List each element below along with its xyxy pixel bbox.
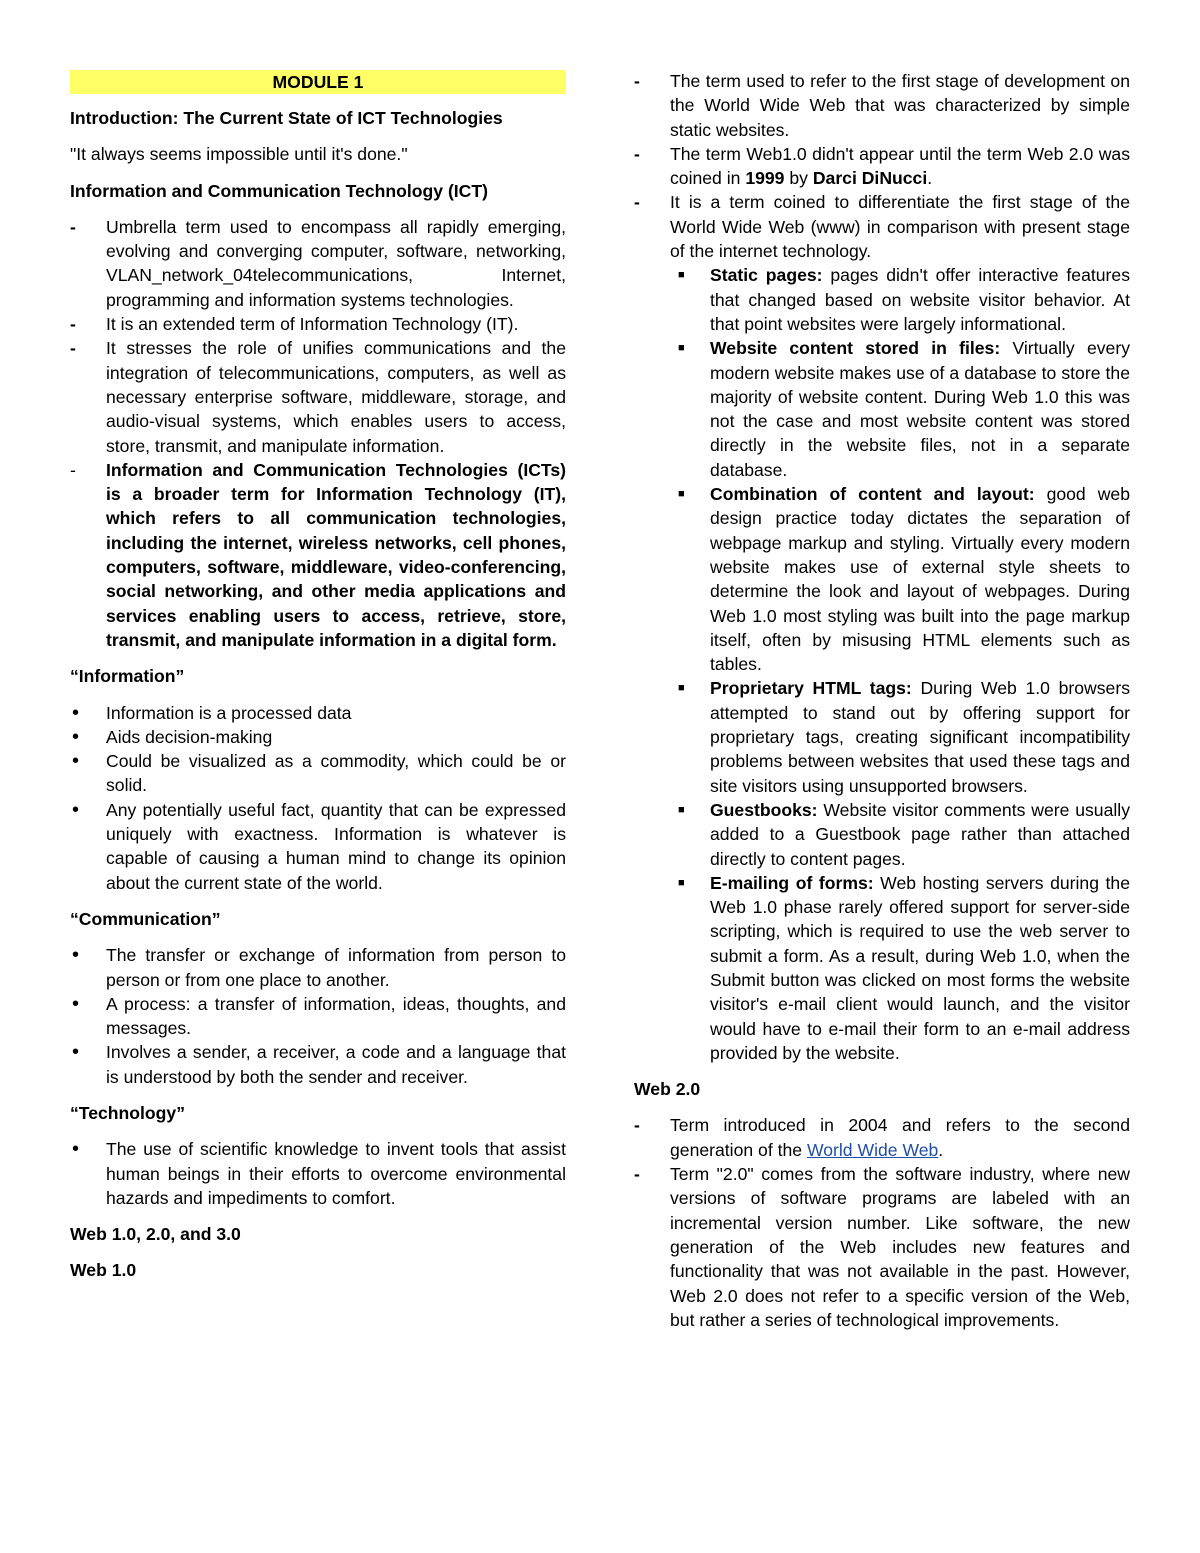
bullet-icon: • <box>72 725 80 748</box>
dash-bullet-icon: - <box>70 314 76 335</box>
list-item: - The term Web1.0 didn't appear until the term Web 2.0 was coined in 1999 by Darci DiNucci. <box>634 143 1130 189</box>
list-item: - The term used to refer to the first stage of development on the World Wide Web that was characterized by simple static websites. <box>634 71 1130 140</box>
world-wide-web-link[interactable]: World Wide Web <box>806 1139 939 1160</box>
list-item: - Information and Communication Technologies (ICTs) is a broader term for Information Technology (IT), which refers to all communication technologies, including the internet, wireless networks, cell phones, computers, software, middleware, video-conferencing, social networking, and other media applications and services enabling users to access, retrieve, store, transmit, and manipulate information in a digital form. <box>70 459 566 650</box>
right-column <box>634 69 1130 1344</box>
list-item: • Any potentially useful fact, quantity that can be expressed uniquely with exactness. Information is whatever is capable of causing a human mind to change its opinion about the current state of the world. <box>72 798 566 893</box>
web1-list <box>634 69 1130 263</box>
bullet-icon: • <box>72 944 80 967</box>
bullet-icon: • <box>72 798 80 821</box>
ict-list <box>70 215 566 652</box>
list-item: ■ Combination of content and layout: good web design practice today dictates the separation of webpage markup and styling. Virtually every modern website makes use of external style sheets to determine the look and layout of webpages. During Web 1.0 most styling was built into the page markup itself, often by misusing HTML elements such as tables. <box>678 484 1130 675</box>
dash-bullet-icon: - <box>70 338 76 359</box>
communication-list <box>70 943 566 1089</box>
web2-list <box>634 1113 1130 1332</box>
technology-heading: “Technology” <box>70 1102 186 1123</box>
left-column <box>70 70 566 1295</box>
square-bullet-icon: ■ <box>678 682 685 695</box>
information-heading: “Information” <box>70 666 185 687</box>
list-item: - Term "2.0" comes from the software industry, where new versions of software programs are labeled with an incremental version number. Like software, the new generation of the Web includes new features and functionality that was not available in the past. However, Web 2.0 does not refer to a specific version of the Web, but rather a series of technological improvements. <box>634 1164 1130 1330</box>
list-item: • A process: a transfer of information, ideas, thoughts, and messages. <box>72 992 566 1039</box>
list-item: - It is a term coined to differentiate the first stage of the World Wide Web (www) in comparison with present stage of the internet technology. <box>634 192 1130 262</box>
square-bullet-icon: ■ <box>678 803 685 816</box>
list-item: ■ Static pages: pages didn't offer interactive features that changed based on website visitor behavior. At that point websites were largely informational. <box>678 265 1130 334</box>
technology-list <box>70 1137 566 1210</box>
list-item: • The use of scientific knowledge to invent tools that assist human beings in their efforts to overcome environmental hazards and impediments to comfort. <box>72 1138 566 1208</box>
web2-heading: Web 2.0 <box>634 1079 701 1100</box>
list-item: • Information is a processed data <box>72 701 352 724</box>
web1-features-list <box>634 263 1130 1065</box>
web-versions-heading: Web 1.0, 2.0, and 3.0 <box>70 1224 241 1245</box>
square-bullet-icon: ■ <box>678 488 685 501</box>
list-item: ■ Guestbooks: Website visitor comments were usually added to a Guestbook page rather than attached directly to content pages. <box>678 799 1130 869</box>
dash-bullet-icon: - <box>70 216 76 237</box>
intro-heading: Introduction: The Current State of ICT Technologies <box>70 108 503 128</box>
dash-bullet-icon: - <box>634 1115 640 1136</box>
list-item: • The transfer or exchange of information from person to person or from one place to another. <box>72 944 566 990</box>
square-bullet-icon: ■ <box>678 876 685 889</box>
square-bullet-icon: ■ <box>678 342 685 355</box>
bullet-icon: • <box>72 750 80 773</box>
list-item: - Umbrella term used to encompass all rapidly emerging, evolving and converging computer, software, networking, VLAN_network_04telecommunications, Internet, programming and information systems technologies. <box>70 216 566 310</box>
list-item: • Could be visualized as a commodity, which could be or solid. <box>72 750 566 796</box>
module-title: MODULE 1 <box>70 70 566 94</box>
dash-bullet-icon: - <box>634 143 640 164</box>
list-item: ■ Website content stored in files: Virtually every modern website makes use of a database to store the majority of website content. During Web 1.0 this was not the case and most website content was stored directly in the website files, not in a separate database. <box>678 338 1130 480</box>
ict-heading: Information and Communication Technology (ICT) <box>70 180 488 201</box>
dash-bullet-icon: - <box>634 1164 640 1185</box>
dash-bullet-icon: - <box>70 459 76 480</box>
bullet-icon: • <box>72 992 80 1015</box>
list-item: - It is an extended term of Information Technology (IT). <box>70 312 566 336</box>
list-item: ■ Proprietary HTML tags: During Web 1.0 browsers attempted to stand out by offering support for proprietary tags, creating significant incompatibility problems between websites that used these tags and site visitors using unsupported browsers. <box>678 678 1130 796</box>
square-bullet-icon: ■ <box>678 269 685 282</box>
bullet-icon: • <box>72 1041 80 1064</box>
dash-bullet-icon: - <box>634 192 640 213</box>
web1-heading: Web 1.0 <box>70 1260 137 1281</box>
quote: "It always seems impossible until it's done." <box>70 144 408 165</box>
bullet-icon: • <box>72 1138 80 1161</box>
bullet-icon: • <box>72 701 80 724</box>
communication-heading: “Communication” <box>70 908 221 929</box>
list-item: • Aids decision-making <box>72 725 273 748</box>
information-list <box>70 701 566 895</box>
dash-bullet-icon: - <box>634 71 640 91</box>
list-item: - It stresses the role of unifies communications and the integration of telecommunications, computers, as well as necessary enterprise software, middleware, storage, and audio-visual systems, which enables users to access, store, transmit, and manipulate information. <box>70 338 566 456</box>
list-item: ■ E-mailing of forms: Web hosting servers during the Web 1.0 phase rarely offered support for server-side scripting, which is required to use the web server to submit a form. As a result, during Web 1.0, when the Submit button was clicked on most forms the website visitor's e-mail client would launch, and the visitor would have to e-mail their form to an e-mail address provided by the website. <box>678 872 1130 1063</box>
list-item: • Involves a sender, a receiver, a code and a language that is understood by both the sender and receiver. <box>72 1041 566 1087</box>
list-item: - Term introduced in 2004 and refers to the second generation of the World Wide Web. <box>634 1115 1130 1160</box>
